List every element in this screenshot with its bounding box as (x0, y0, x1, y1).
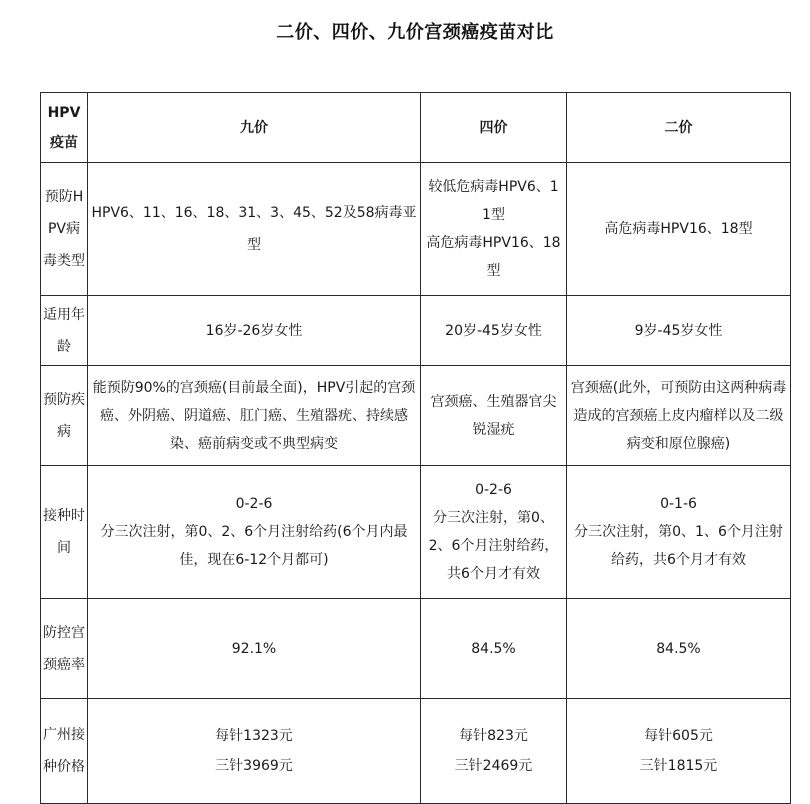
header-nine-valent: 九价 (88, 93, 421, 163)
nine-price-per-dose: 每针1323元 (215, 728, 293, 744)
nine-price-total: 三针3969元 (215, 758, 293, 774)
two-price-total: 三针1815元 (639, 758, 718, 774)
table-row-rate (41, 599, 791, 699)
row-label-types: 预防HPV病毒类型 (41, 163, 88, 296)
four-schedule-text: 分三次注射，第0、2、6个月注射给药，共6个月才有效 (428, 510, 559, 582)
cell-nine-price (88, 699, 421, 804)
row-label-price: 广州接种价格 (41, 699, 88, 804)
row-label-schedule: 接种时间 (41, 466, 88, 599)
cell-two-age: 9岁-45岁女性 (567, 296, 791, 366)
table-row-disease (41, 366, 791, 466)
cell-four-schedule (421, 466, 567, 599)
cell-four-age: 20岁-45岁女性 (421, 296, 567, 366)
cell-two-schedule (567, 466, 791, 599)
cell-nine-schedule (88, 466, 421, 599)
row-label-disease: 预防疾病 (41, 366, 88, 466)
four-schedule-code: 0-2-6 (475, 482, 512, 498)
cell-nine-types (88, 163, 421, 296)
two-price-per-dose: 每针605元 (644, 728, 713, 744)
cell-nine-rate: 92.1% (88, 599, 421, 699)
two-schedule-text: 分三次注射，第0、1、6个月注射给药，共6个月才有效 (574, 524, 783, 568)
row-label-age: 适用年龄 (41, 296, 88, 366)
nine-types-text: HPV6、11、16、18、31、3、45、52及58病毒亚型 (91, 205, 417, 253)
table-row-schedule (41, 466, 791, 599)
cell-four-price (421, 699, 567, 804)
header-row-label: HPV疫苗 (41, 93, 88, 163)
two-schedule-code: 0-1-6 (660, 496, 697, 512)
cell-two-disease: 宫颈癌(此外，可预防由这两种病毒造成的宫颈癌上皮内瘤样以及二级病变和原位腺癌) (567, 366, 791, 466)
table-row-types (41, 163, 791, 296)
four-price-per-dose: 每针823元 (459, 728, 528, 744)
four-price-total: 三针2469元 (454, 758, 533, 774)
four-types-line-1: 较低危病毒HPV6、11型 (428, 179, 559, 223)
table-row-price (41, 699, 791, 804)
nine-schedule-code: 0-2-6 (235, 496, 273, 512)
cell-four-disease: 宫颈癌、生殖器官尖锐湿疣 (421, 366, 567, 466)
cell-nine-age: 16岁-26岁女性 (88, 296, 421, 366)
cell-two-rate: 84.5% (567, 599, 791, 699)
cell-two-types: 高危病毒HPV16、18型 (567, 163, 791, 296)
header-four-valent: 四价 (421, 93, 567, 163)
row-label-rate: 防控宫颈癌率 (41, 599, 88, 699)
header-two-valent: 二价 (567, 93, 791, 163)
nine-schedule-text: 分三次注射，第0、2、6个月注射给药(6个月内最佳，现在6-12个月都可) (100, 524, 408, 568)
four-types-line-2: 高危病毒HPV16、18型 (426, 235, 561, 279)
cell-nine-disease: 能预防90%的宫颈癌(目前最全面)，HPV引起的宫颈癌、外阴癌、阴道癌、肛门癌、生殖器疣、持续感染、癌前病变或不典型病变 (88, 366, 421, 466)
vaccine-comparison-table (40, 92, 791, 804)
cell-four-types (421, 163, 567, 296)
cell-two-price (567, 699, 791, 804)
table-header-row (41, 93, 791, 163)
page-title: 二价、四价、九价宫颈癌疫苗对比 (276, 22, 554, 43)
table-row-age (41, 296, 791, 366)
cell-four-rate: 84.5% (421, 599, 567, 699)
